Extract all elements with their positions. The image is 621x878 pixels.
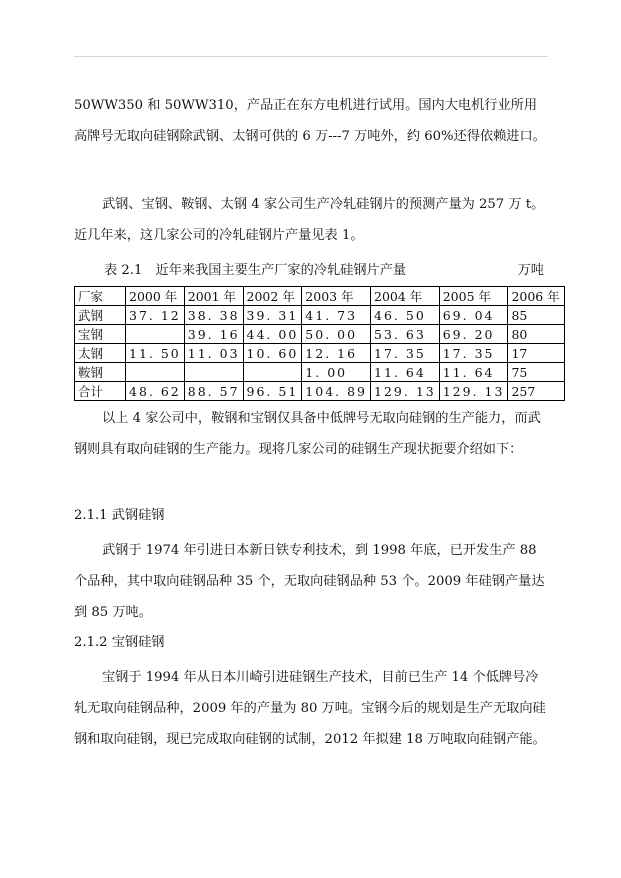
table-cell: 17. 35 [439, 344, 508, 363]
table-cell: 17 [508, 344, 565, 363]
table-cell: 96. 51 [243, 382, 302, 401]
table-cell: 104. 89 [302, 382, 371, 401]
table-cell [126, 325, 185, 344]
table-cell [126, 363, 185, 382]
table-cell: 85 [508, 306, 565, 325]
header-cell: 2004 年 [371, 287, 440, 306]
table-cell: 38. 38 [184, 306, 243, 325]
table-cell: 50. 00 [302, 325, 371, 344]
table-cell: 12. 16 [302, 344, 371, 363]
table-row [75, 306, 565, 325]
paragraph-capacity: 以上 4 家公司中，鞍钢和宝钢仅具备中低牌号无取向硅钢的生产能力，而武钢则具有取向硅钢的生产能力。现将几家公司的硅钢生产现状扼要介绍如下： [74, 411, 541, 457]
table-cell: 129. 13 [439, 382, 508, 401]
table-row [75, 325, 565, 344]
header-cell: 2002 年 [243, 287, 302, 306]
table-cell: 44. 00 [243, 325, 302, 344]
table-cell: 11. 50 [126, 344, 185, 363]
table-cell: 11. 64 [371, 363, 440, 382]
production-table [74, 286, 565, 401]
header-cell: 2001 年 [184, 287, 243, 306]
table-cell: 129. 13 [371, 382, 440, 401]
table-cell: 1. 00 [302, 363, 371, 382]
table-cell: 88. 57 [184, 382, 243, 401]
table-row [75, 363, 565, 382]
table-cell: 合计 [75, 382, 126, 401]
paragraph-import: 50WW350 和 50WW310，产品正在东方电机进行试用。国内大电机行业所用高牌号无取向硅钢除武钢、太钢可供的 6 万---7 万吨外，约 60%还得依赖进口。 [74, 98, 546, 144]
table-cell: 69. 20 [439, 325, 508, 344]
paragraph-baosteel: 宝钢于 1994 年从日本川崎引进硅钢生产技术，目前已生产 14 个低牌号冷轧无取向硅钢品种，2009 年的产量为 80 万吨。宝钢今后的规划是生产无取向硅钢和取向硅钢，现已完成取向硅钢的试制，2012 年拟建 18 万吨取向硅钢产能。 [74, 670, 546, 747]
header-cell: 2003 年 [302, 287, 371, 306]
table-cell: 39. 31 [243, 306, 302, 325]
header-cell: 2005 年 [439, 287, 508, 306]
table-cell: 39. 16 [184, 325, 243, 344]
table-caption [104, 262, 544, 280]
table-cell: 80 [508, 325, 565, 344]
table-cell: 41. 73 [302, 306, 371, 325]
table-row [75, 344, 565, 363]
header-cell: 2000 年 [126, 287, 185, 306]
table-cell: 37. 12 [126, 306, 185, 325]
paragraph-wisco: 武钢于 1974 年引进日本新日铁专利技术，到 1998 年底，已开发生产 88 个品种，其中取向硅钢品种 35 个，无取向硅钢品种 53 个。2009 年硅钢产量达到 85 万吨。 [74, 543, 545, 620]
table-cell: 75 [508, 363, 565, 382]
table-unit: 万吨 [517, 263, 544, 278]
header-cell: 厂家 [75, 287, 126, 306]
table-cell: 11. 64 [439, 363, 508, 382]
header-rule [74, 56, 548, 57]
table-cell: 69. 04 [439, 306, 508, 325]
table-cell: 46. 50 [371, 306, 440, 325]
section-heading-wisco: 2.1.1 武钢硅钢 [74, 508, 165, 523]
table-cell: 17. 35 [371, 344, 440, 363]
table-cell: 鞍钢 [75, 363, 126, 382]
table-cell: 53. 63 [371, 325, 440, 344]
table-cell: 11. 03 [184, 344, 243, 363]
table-header-row [75, 287, 565, 306]
table-caption-text: 表 2.1 近年来我国主要生产厂家的冷轧硅钢片产量 [104, 263, 407, 278]
table-cell: 太钢 [75, 344, 126, 363]
table-cell: 武钢 [75, 306, 126, 325]
table-cell [184, 363, 243, 382]
table-cell: 48. 62 [126, 382, 185, 401]
table-cell: 10. 60 [243, 344, 302, 363]
table-cell [243, 363, 302, 382]
header-cell: 2006 年 [508, 287, 565, 306]
table-cell: 257 [508, 382, 565, 401]
paragraph-forecast: 武钢、宝钢、鞍钢、太钢 4 家公司生产冷轧硅钢片的预测产量为 257 万 t。近几年来，这几家公司的冷轧硅钢片产量见表 1。 [74, 197, 545, 243]
table-cell: 宝钢 [75, 325, 126, 344]
table-row-total [75, 382, 565, 401]
section-heading-baosteel: 2.1.2 宝钢硅钢 [74, 635, 165, 650]
